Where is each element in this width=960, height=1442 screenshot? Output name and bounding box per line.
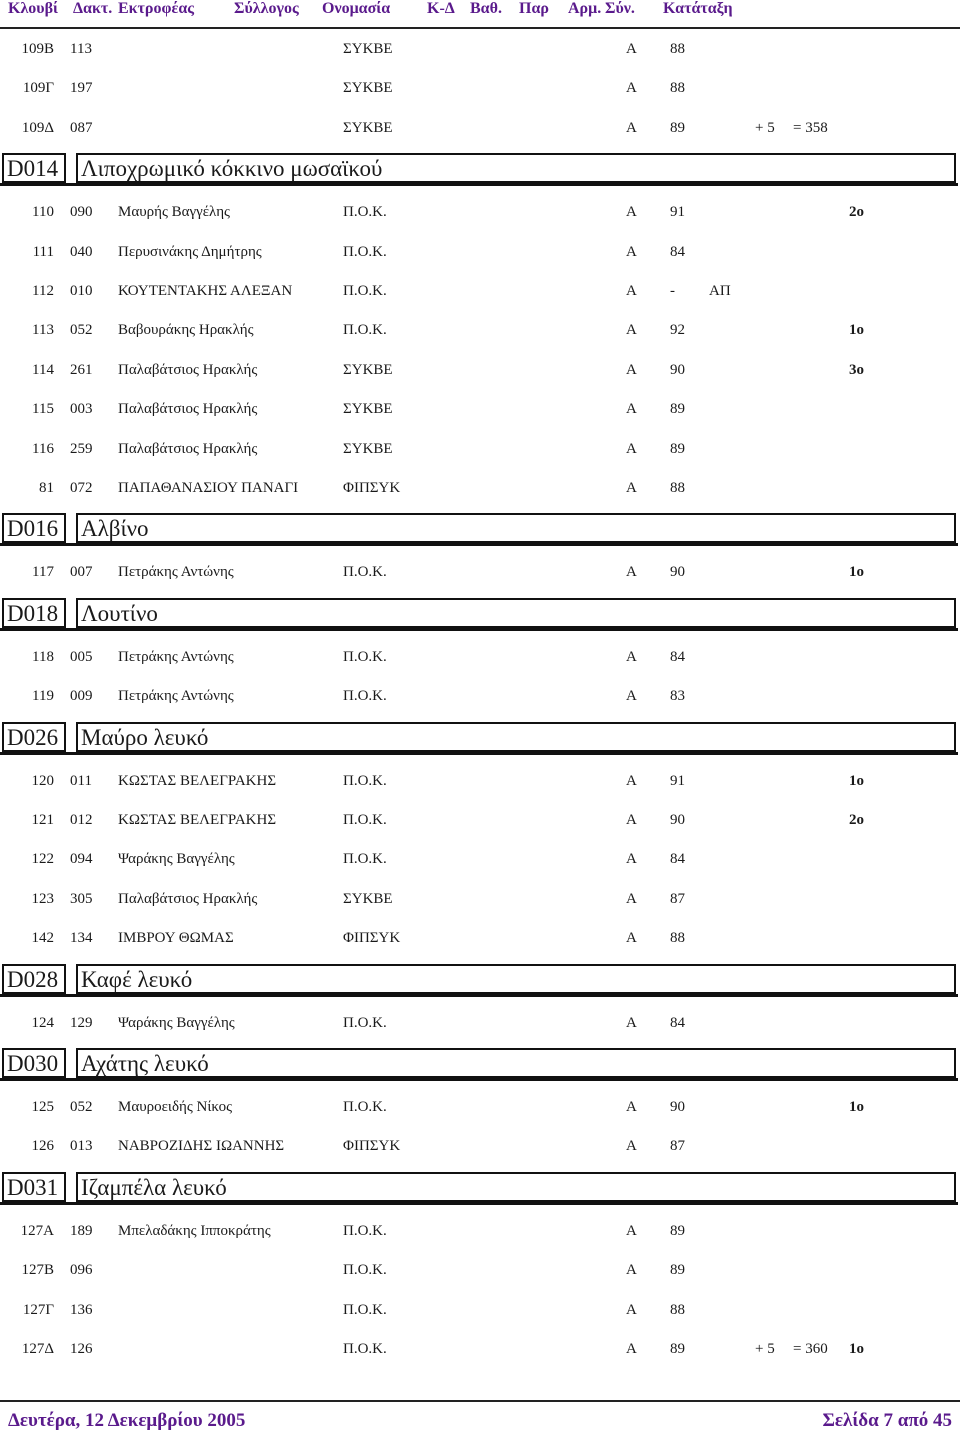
header-total: Σύν. <box>605 0 635 17</box>
score-cell: 87 <box>670 1138 685 1155</box>
column-header <box>0 0 960 24</box>
club-cell: Π.Ο.Κ. <box>343 204 387 221</box>
class-cell: Α <box>626 41 637 57</box>
placement-cell: 1ο <box>849 772 864 789</box>
club-cell: ΣΥΚΒΕ <box>343 80 393 97</box>
club-cell: Π.Ο.Κ. <box>343 564 387 581</box>
ring-cell: 096 <box>70 1262 93 1279</box>
score-cell: 90 <box>670 812 685 828</box>
ring-cell: 134 <box>70 930 93 947</box>
cage-cell: 125 <box>31 1099 54 1115</box>
ring-cell: 113 <box>70 41 92 57</box>
table-row <box>0 362 960 384</box>
category-name: Ιζαμπέλα λευκό <box>76 1172 956 1202</box>
score-cell: 90 <box>670 564 685 581</box>
class-cell: Α <box>626 930 637 947</box>
cage-cell: 124 <box>31 1014 54 1031</box>
header-class: Κ-Δ <box>427 0 455 17</box>
category-header <box>0 513 958 547</box>
class-cell: Α <box>626 1262 637 1279</box>
breeder-cell: Ψαράκης Βαγγέλης <box>118 1014 235 1031</box>
breeder-cell: ΚΩΣΤΑΣ ΒΕΛΕΓΡΑΚΗΣ <box>118 772 277 789</box>
breeder-cell: Πετράκης Αντώνης <box>118 688 234 705</box>
score-cell: 89 <box>670 1341 685 1357</box>
cage-cell: 122 <box>31 851 54 868</box>
cage-cell: 109Δ <box>21 119 54 136</box>
cage-cell: 112 <box>32 283 54 299</box>
ring-cell: 013 <box>70 1138 93 1155</box>
club-cell: Π.Ο.Κ. <box>343 688 387 705</box>
ring-cell: 007 <box>70 564 93 581</box>
table-row <box>0 41 960 63</box>
bonus-cell: + 5 <box>755 1341 775 1357</box>
category-header <box>0 964 958 998</box>
table-row <box>0 244 960 266</box>
placement-cell: 1ο <box>849 1099 864 1115</box>
category-name: Αχάτης λευκό <box>76 1048 956 1078</box>
score-cell: 88 <box>670 480 685 496</box>
score-cell: 88 <box>670 1301 685 1318</box>
category-underline <box>0 1078 958 1081</box>
ring-cell: 011 <box>70 772 92 789</box>
cage-cell: 110 <box>32 204 54 221</box>
club-cell: Π.Ο.Κ. <box>343 322 387 339</box>
header-bonus: Παρ <box>519 0 549 17</box>
class-cell: Α <box>626 1138 637 1155</box>
class-cell: Α <box>626 243 637 260</box>
cage-cell: 114 <box>32 361 54 378</box>
score-cell: - <box>670 283 675 299</box>
header-score: Βαθ. <box>470 0 502 17</box>
category-code: D014 <box>2 153 66 183</box>
cage-cell: 126 <box>31 1138 54 1155</box>
club-cell: ΦΙΠΣΥΚ <box>343 1138 401 1155</box>
ring-cell: 003 <box>70 401 93 418</box>
score-cell: 84 <box>670 648 685 665</box>
table-row <box>0 1302 960 1324</box>
category-header <box>0 153 958 187</box>
breeder-cell: Παλαβάτσιος Ηρακλής <box>118 890 258 907</box>
class-cell: Α <box>626 688 637 705</box>
total-cell: = 358 <box>793 119 828 136</box>
ring-cell: 052 <box>70 1099 93 1115</box>
club-cell: ΣΥΚΒΕ <box>343 41 393 57</box>
score-cell: 83 <box>670 688 685 705</box>
category-name: Μαύρο λευκό <box>76 722 956 752</box>
category-code: D028 <box>2 964 66 994</box>
header-placement: Κατάταξη <box>663 0 733 17</box>
club-cell: Π.Ο.Κ. <box>343 1262 387 1279</box>
score-cell: 84 <box>670 243 685 260</box>
category-name: Λουτίνο <box>76 598 956 628</box>
category-header <box>0 598 958 632</box>
category-underline <box>0 994 958 997</box>
ring-cell: 087 <box>70 119 93 136</box>
ring-cell: 261 <box>70 361 93 378</box>
club-cell: ΦΙΠΣΥΚ <box>343 480 401 496</box>
cage-cell: 127Β <box>21 1262 54 1279</box>
category-header <box>0 1172 958 1206</box>
cage-cell: 119 <box>32 688 54 705</box>
class-cell: Α <box>626 204 637 221</box>
club-cell: Π.Ο.Κ. <box>343 648 387 665</box>
category-name: Λιποχρωμικό κόκκινο μωσαϊκού <box>76 153 956 183</box>
header-cage: Κλουβί <box>8 0 58 17</box>
cage-cell: 116 <box>32 440 54 457</box>
cage-cell: 120 <box>31 772 54 789</box>
club-cell: Π.Ο.Κ. <box>343 243 387 260</box>
cage-cell: 127Γ <box>22 1301 54 1318</box>
ring-cell: 005 <box>70 648 93 665</box>
class-cell: Α <box>626 812 637 828</box>
score-cell: 89 <box>670 1262 685 1279</box>
club-cell: ΣΥΚΒΕ <box>343 401 393 418</box>
table-row <box>0 480 960 502</box>
cage-cell: 113 <box>32 322 54 339</box>
score-cell: 88 <box>670 930 685 947</box>
breeder-cell: Πετράκης Αντώνης <box>118 648 234 665</box>
ring-cell: 052 <box>70 322 93 339</box>
club-cell: ΣΥΚΒΕ <box>343 361 393 378</box>
cage-cell: 109Γ <box>22 80 54 97</box>
breeder-cell: Μπελαδάκης Ιπποκράτης <box>118 1222 271 1239</box>
club-cell: Π.Ο.Κ. <box>343 1301 387 1318</box>
score-cell: 88 <box>670 80 685 97</box>
header-harmony: Αρμ. <box>568 0 602 17</box>
club-cell: ΦΙΠΣΥΚ <box>343 930 401 947</box>
cage-cell: 123 <box>31 890 54 907</box>
score-cell: 89 <box>670 119 685 136</box>
score-cell: 84 <box>670 851 685 868</box>
cage-cell: 127Α <box>20 1222 54 1239</box>
placement-cell: 1ο <box>849 564 864 581</box>
category-code: D031 <box>2 1172 66 1202</box>
score-cell: 91 <box>670 772 685 789</box>
cage-cell: 109Β <box>21 41 54 57</box>
table-row <box>0 204 960 226</box>
table-row <box>0 120 960 142</box>
category-code: D026 <box>2 722 66 752</box>
class-cell: Α <box>626 851 637 868</box>
club-cell: Π.Ο.Κ. <box>343 851 387 868</box>
header-divider <box>0 27 960 29</box>
club-cell: Π.Ο.Κ. <box>343 1341 387 1357</box>
score-cell: 88 <box>670 41 685 57</box>
cage-cell: 142 <box>31 930 54 947</box>
ring-cell: 009 <box>70 688 93 705</box>
club-cell: Π.Ο.Κ. <box>343 1014 387 1031</box>
score-cell: 92 <box>670 322 685 339</box>
club-cell: Π.Ο.Κ. <box>343 812 387 828</box>
cage-cell: 118 <box>32 648 54 665</box>
class-cell: Α <box>626 1099 637 1115</box>
ring-cell: 094 <box>70 851 93 868</box>
header-ring: Δακτ. <box>73 0 113 17</box>
table-row <box>0 851 960 873</box>
category-header <box>0 1048 958 1082</box>
club-cell: ΣΥΚΒΕ <box>343 440 393 457</box>
breeder-cell: Μαυροειδής Νίκος <box>118 1099 233 1115</box>
class-cell: Α <box>626 1341 637 1357</box>
breeder-cell: Περυσινάκης Δημήτρης <box>118 243 262 260</box>
breeder-cell: ΚΩΣΤΑΣ ΒΕΛΕΓΡΑΚΗΣ <box>118 812 277 828</box>
header-name: Ονομασία <box>322 0 391 17</box>
category-code: D018 <box>2 598 66 628</box>
ring-cell: 012 <box>70 812 93 828</box>
footer-divider <box>0 1400 960 1402</box>
breeder-cell: Βαβουράκης Ηρακλής <box>118 322 254 339</box>
table-row <box>0 1223 960 1245</box>
cage-cell: 115 <box>32 401 54 418</box>
breeder-cell: ΝΑΒΡΟΖΙΔΗΣ ΙΩΑΝΝΗΣ <box>118 1138 285 1155</box>
breeder-cell: Πετράκης Αντώνης <box>118 564 234 581</box>
placement-cell: 2ο <box>849 812 864 828</box>
table-row <box>0 1138 960 1160</box>
category-underline <box>0 628 958 631</box>
class-cell: Α <box>626 772 637 789</box>
breeder-cell: Παλαβάτσιος Ηρακλής <box>118 440 258 457</box>
score-cell: 89 <box>670 1222 685 1239</box>
club-cell: Π.Ο.Κ. <box>343 1222 387 1239</box>
table-row <box>0 401 960 423</box>
ring-cell: 040 <box>70 243 93 260</box>
table-row <box>0 441 960 463</box>
table-row <box>0 930 960 952</box>
ring-cell: 197 <box>70 80 93 97</box>
table-row <box>0 80 960 102</box>
ring-cell: 126 <box>70 1341 93 1357</box>
header-breeder: Εκτροφέας <box>118 0 194 17</box>
cage-cell: 117 <box>32 564 54 581</box>
class-cell: Α <box>626 1222 637 1239</box>
club-cell: Π.Ο.Κ. <box>343 1099 387 1115</box>
cage-cell: 111 <box>32 243 54 260</box>
class-cell: Α <box>626 648 637 665</box>
score-cell: 87 <box>670 890 685 907</box>
placement-cell: 2ο <box>849 204 864 221</box>
table-row <box>0 322 960 344</box>
ring-cell: 305 <box>70 890 93 907</box>
breeder-cell: ΠΑΠΑΘΑΝΑΣΙΟΥ ΠΑΝΑΓΙ <box>118 480 299 496</box>
total-cell: = 360 <box>793 1341 828 1357</box>
table-row <box>0 1015 960 1037</box>
category-underline <box>0 183 958 186</box>
footer-page-number: Σελίδα 7 από 45 <box>822 1410 952 1431</box>
category-underline <box>0 1202 958 1205</box>
ring-cell: 189 <box>70 1222 93 1239</box>
ring-cell: 090 <box>70 204 93 221</box>
score-cell: 90 <box>670 1099 685 1115</box>
class-cell: Α <box>626 401 637 418</box>
placement-cell: 3ο <box>849 361 864 378</box>
breeder-cell: Ψαράκης Βαγγέλης <box>118 851 235 868</box>
ring-cell: 010 <box>70 283 93 299</box>
category-underline <box>0 752 958 755</box>
table-row <box>0 1099 960 1121</box>
cage-cell: 127Δ <box>21 1341 54 1357</box>
table-row <box>0 688 960 710</box>
class-cell: Α <box>626 564 637 581</box>
table-row <box>0 812 960 834</box>
header-club: Σύλλογος <box>234 0 299 17</box>
club-cell: Π.Ο.Κ. <box>343 283 387 299</box>
score-cell: 90 <box>670 361 685 378</box>
table-row <box>0 891 960 913</box>
breeder-cell: Παλαβάτσιος Ηρακλής <box>118 361 258 378</box>
breeder-cell: ΙΜΒΡΟΥ ΘΩΜΑΣ <box>118 930 234 947</box>
score-cell: 89 <box>670 440 685 457</box>
category-underline <box>0 543 958 546</box>
category-code: D030 <box>2 1048 66 1078</box>
table-row <box>0 1262 960 1284</box>
class-cell: Α <box>626 119 637 136</box>
placement-cell: 1ο <box>849 322 864 339</box>
ring-cell: 259 <box>70 440 93 457</box>
score-cell: 84 <box>670 1014 685 1031</box>
category-code: D016 <box>2 513 66 543</box>
class-cell: Α <box>626 480 637 496</box>
class-cell: Α <box>626 1301 637 1318</box>
table-row <box>0 649 960 671</box>
table-row <box>0 773 960 795</box>
class-cell: Α <box>626 440 637 457</box>
breeder-cell: Μαυρής Βαγγέλης <box>118 204 230 221</box>
bonus-cell: + 5 <box>755 119 775 136</box>
club-cell: Π.Ο.Κ. <box>343 772 387 789</box>
placement-cell: 1ο <box>849 1341 864 1357</box>
class-cell: Α <box>626 361 637 378</box>
table-row <box>0 283 960 305</box>
table-row <box>0 564 960 586</box>
footer-date: Δευτέρα, 12 Δεκεμβρίου 2005 <box>8 1410 246 1431</box>
table-row <box>0 1341 960 1363</box>
class-cell: Α <box>626 1014 637 1031</box>
category-name: Καφέ λευκό <box>76 964 956 994</box>
club-cell: ΣΥΚΒΕ <box>343 890 393 907</box>
score-cell: 89 <box>670 401 685 418</box>
class-cell: Α <box>626 890 637 907</box>
ring-cell: 136 <box>70 1301 93 1318</box>
score-cell: 91 <box>670 204 685 221</box>
breeder-cell: ΚΟΥΤΕΝΤΑΚΗΣ ΑΛΕΞΑΝ <box>118 283 293 299</box>
class-cell: Α <box>626 80 637 97</box>
class-cell: Α <box>626 322 637 339</box>
status-cell: ΑΠ <box>709 283 731 299</box>
category-name: Αλβίνο <box>76 513 956 543</box>
cage-cell: 121 <box>31 812 54 828</box>
ring-cell: 072 <box>70 480 93 496</box>
category-header <box>0 722 958 756</box>
ring-cell: 129 <box>70 1014 93 1031</box>
breeder-cell: Παλαβάτσιος Ηρακλής <box>118 401 258 418</box>
club-cell: ΣΥΚΒΕ <box>343 119 393 136</box>
cage-cell: 81 <box>39 480 54 496</box>
class-cell: Α <box>626 283 637 299</box>
